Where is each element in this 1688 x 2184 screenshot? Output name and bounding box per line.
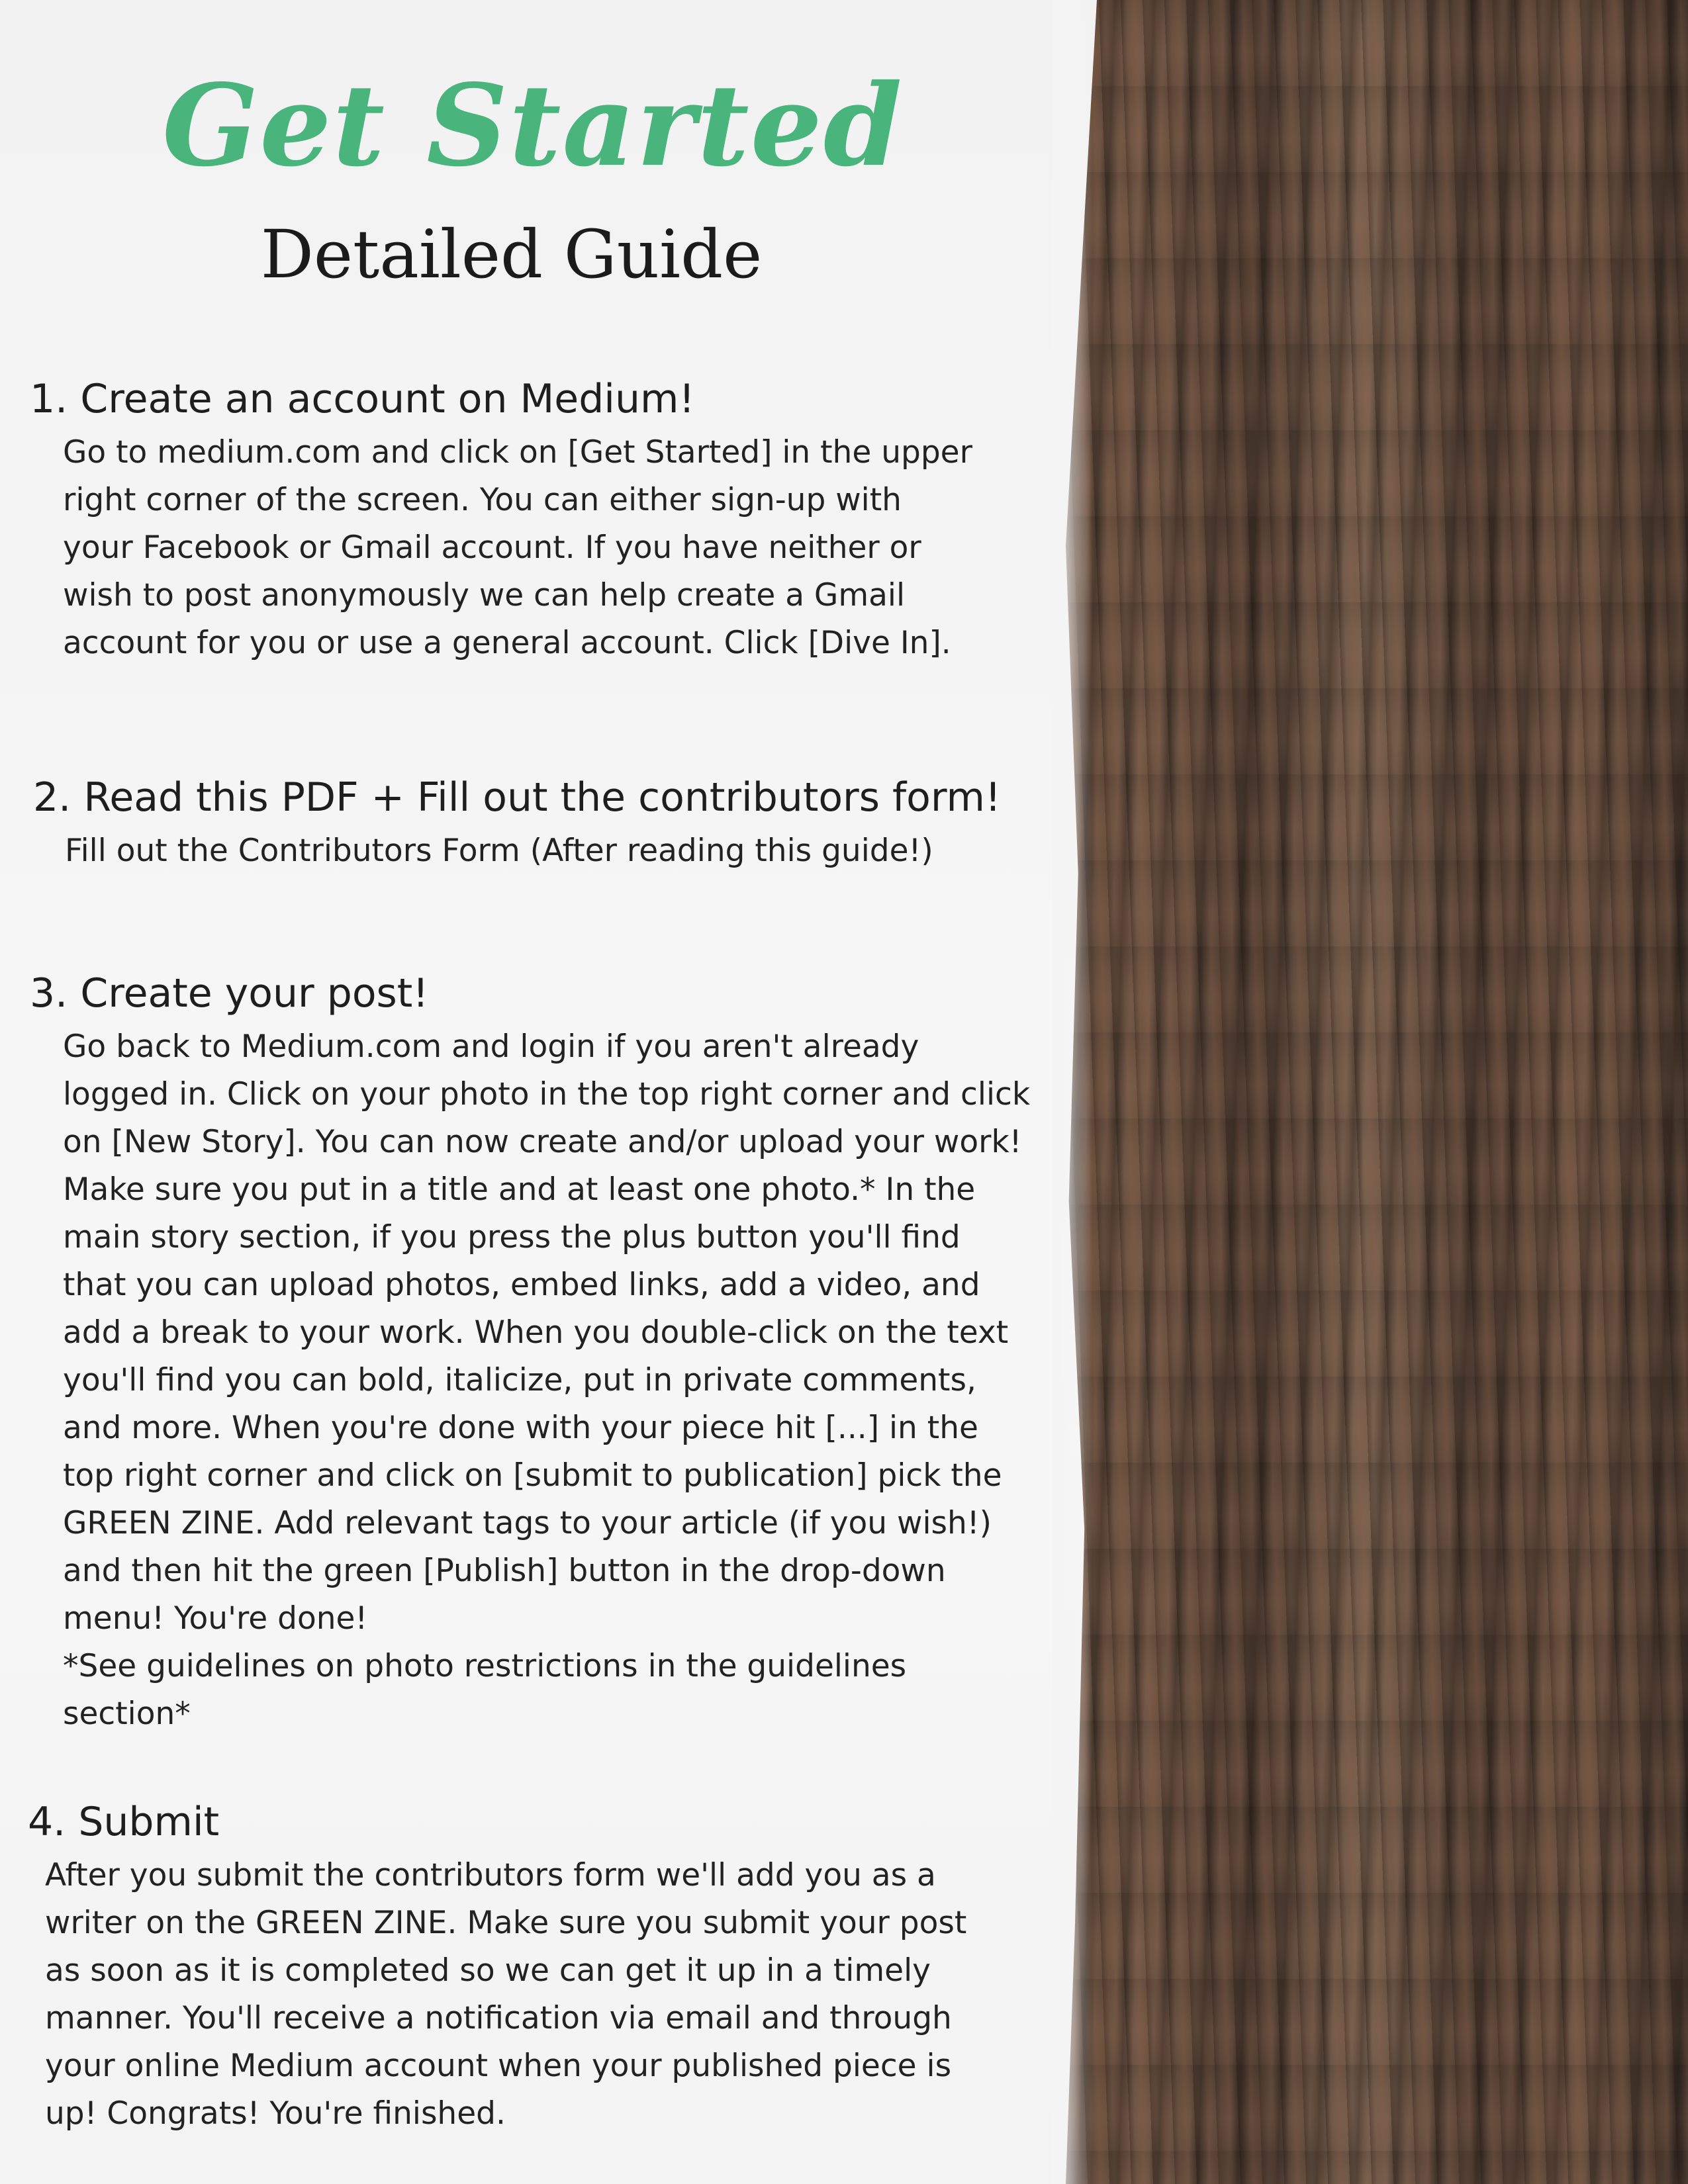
tree-trunk-photo [1066, 0, 1688, 2184]
step-4-line: manner. You'll receive a notification via email and through [45, 2000, 952, 2036]
step-1-line: right corner of the screen. You can either sign-up with [63, 482, 902, 518]
step-1-body [63, 429, 972, 667]
step-3-heading: 3. Create your post! [30, 970, 429, 1017]
step-4-line: as soon as it is completed so we can get it up in a timely [45, 1952, 931, 1989]
step-3-line: Go back to Medium.com and login if you aren't already [63, 1028, 919, 1065]
step-3-line: logged in. Click on your photo in the top right corner and click [63, 1076, 1031, 1113]
page-title: Get Started [162, 60, 904, 192]
step-2-line: Fill out the Contributors Form (After reading this guide!) [65, 833, 933, 869]
step-2-section [33, 776, 1001, 875]
step-1-line: your Facebook or Gmail account. If you have neither or [63, 529, 921, 566]
step-3-line: add a break to your work. When you double-click on the text [63, 1314, 1009, 1351]
step-3-line: that you can upload photos, embed links, add a video, and [63, 1267, 980, 1303]
step-1-heading: 1. Create an account on Medium! [30, 376, 695, 422]
step-2-body [65, 827, 1001, 875]
step-1-line: Go to medium.com and click on [Get Started] in the upper [63, 434, 972, 471]
step-3-line: GREEN ZINE. Add relevant tags to your article (if you wish!) [63, 1505, 992, 1541]
step-3-line: on [New Story]. You can now create and/or upload your work! [63, 1124, 1022, 1160]
step-3-body [63, 1023, 1030, 1738]
step-2-heading: 2. Read this PDF + Fill out the contributors form! [33, 774, 1002, 821]
step-4-line: your online Medium account when your published piece is [45, 2048, 952, 2084]
step-4-body [45, 1852, 966, 2138]
page-subtitle: Detailed Guide [260, 216, 763, 293]
step-1-section [30, 377, 972, 667]
step-4-line: up! Congrats! You're finished. [45, 2095, 506, 2132]
step-4-heading: 4. Submit [28, 1799, 220, 1845]
step-3-line: you'll find you can bold, italicize, put in private comments, [63, 1362, 976, 1398]
step-4-line: After you submit the contributors form we'll add you as a [45, 1857, 936, 1893]
step-4-section [28, 1800, 966, 2138]
step-1-line: wish to post anonymously we can help create a Gmail [63, 577, 906, 614]
step-3-line: main story section, if you press the plus button you'll find [63, 1219, 961, 1255]
step-3-line: top right corner and click on [submit to publication] pick the [63, 1457, 1002, 1494]
step-3-line: *See guidelines on photo restrictions in the guidelines [63, 1648, 907, 1684]
step-3-line: and more. When you're done with your piece hit [...] in the [63, 1410, 978, 1446]
step-3-line: menu! You're done! [63, 1600, 368, 1637]
step-3-line: section* [63, 1696, 191, 1732]
step-3-line: and then hit the green [Publish] button in the drop-down [63, 1553, 946, 1589]
step-1-line: account for you or use a general account. Click [Dive In]. [63, 625, 951, 661]
step-4-line: writer on the GREEN ZINE. Make sure you submit your post [45, 1905, 967, 1941]
step-3-line: Make sure you put in a title and at least one photo.* In the [63, 1171, 976, 1208]
trunk-edge-fade [1053, 0, 1092, 2184]
step-3-section [30, 972, 1030, 1738]
